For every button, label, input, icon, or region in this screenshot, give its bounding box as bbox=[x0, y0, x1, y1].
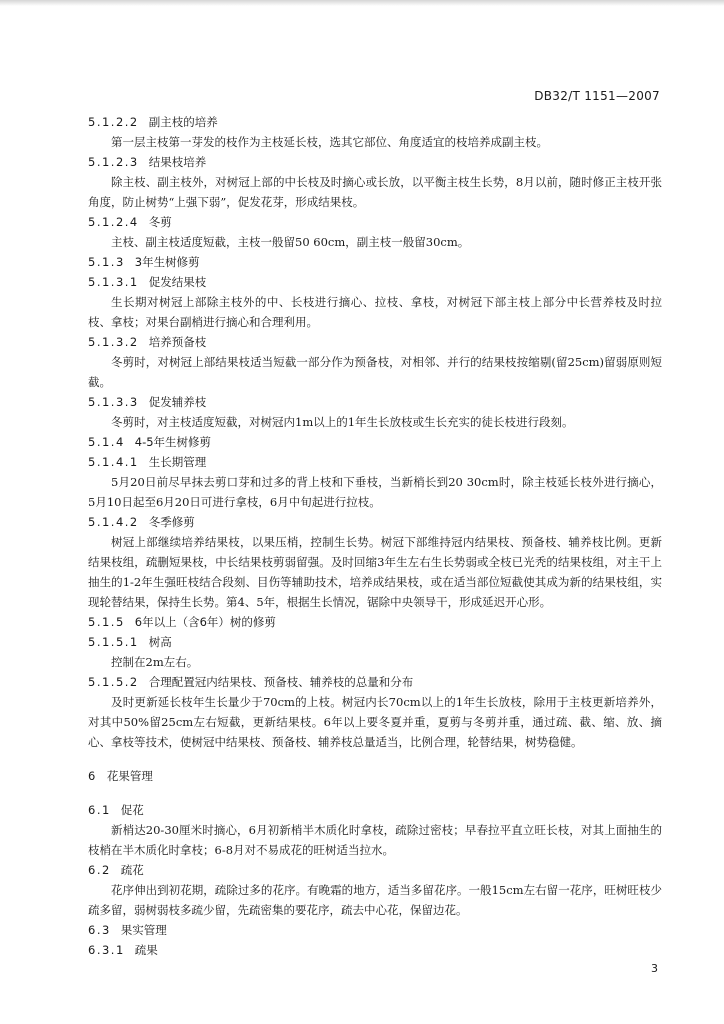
section-title: 果实管理 bbox=[120, 923, 167, 937]
paragraph: 控制在2m左右。 bbox=[111, 655, 199, 669]
scan-edge bbox=[0, 0, 724, 6]
section-number: 6.2 bbox=[88, 863, 111, 877]
section-heading bbox=[88, 512, 662, 532]
section-heading bbox=[88, 940, 662, 960]
section-number: 5.1.3.2 bbox=[88, 335, 139, 349]
section-title: 冬剪 bbox=[148, 215, 172, 229]
paragraph: 第一层主枝第一芽发的枝作为主枝延长枝，选其它部位、角度适宜的枝培养成副主枝。 bbox=[111, 135, 548, 149]
section-number: 5.1.3.1 bbox=[88, 275, 139, 289]
section-number: 5.1.2.2 bbox=[88, 115, 139, 129]
section-heading bbox=[88, 766, 662, 786]
section-number: 5.1.4.1 bbox=[88, 455, 139, 469]
section-number: 6.1 bbox=[88, 803, 111, 817]
paragraph: 主枝、副主枝适度短截，主枝一般留50 60cm，副主枝一般留30cm。 bbox=[111, 235, 470, 249]
section-title: 结果枝培养 bbox=[148, 155, 207, 169]
section-heading bbox=[88, 452, 662, 472]
section-heading bbox=[88, 212, 662, 232]
section-number: 5.1.5 bbox=[88, 615, 125, 629]
section-number: 5.1.2.3 bbox=[88, 155, 139, 169]
section-heading bbox=[88, 672, 662, 692]
section-title: 促花 bbox=[120, 803, 144, 817]
paragraph: 5月20日前尽早抹去剪口芽和过多的背上枝和下垂枝，当新梢长到20 30cm时，除主枝延长枝外进行摘心，5月10日起至6月20日可进行拿枝，6月中旬起进行拉枝。 bbox=[88, 475, 662, 509]
document-body bbox=[88, 112, 662, 960]
section-number: 5.1.5.2 bbox=[88, 675, 139, 689]
paragraph: 除主枝、副主枝外，对树冠上部的中长枝及时摘心或长放，以平衡主枝生长势，8月以前，随时修正主枝开张角度，防止树势“上强下弱”，促发花芽，形成结果枝。 bbox=[88, 175, 662, 209]
section-number: 5.1.4.2 bbox=[88, 515, 139, 529]
section-title: 6年以上（含6年）树的修剪 bbox=[134, 615, 276, 629]
section-number: 5.1.2.4 bbox=[88, 215, 139, 229]
section-title: 副主枝的培养 bbox=[148, 115, 218, 129]
section-heading bbox=[88, 112, 662, 132]
section-title: 生长期管理 bbox=[148, 455, 207, 469]
section-heading bbox=[88, 252, 662, 272]
section-number: 5.1.4 bbox=[88, 435, 125, 449]
section-heading bbox=[88, 632, 662, 652]
section-heading bbox=[88, 272, 662, 292]
page-number: 3 bbox=[651, 962, 658, 975]
section-title: 合理配置冠内结果枝、预备枝、辅养枝的总量和分布 bbox=[148, 675, 414, 689]
section-title: 促发结果枝 bbox=[148, 275, 207, 289]
paragraph: 及时更新延长枝年生长量少于70cm的上枝。树冠内长70cm以上的1年生长放枝，除用于主枝更新培养外，对其中50%留25cm左右短截，更新结果枝。6年以上要冬夏并重，夏剪与冬剪并重，通过疏、截、缩、放、摘心、拿枝等技术，使树冠中结果枝、预备枝、辅养枝总量适当，比例合理，轮替结果，树势稳健。 bbox=[88, 695, 662, 749]
section-number: 5.1.3 bbox=[88, 255, 125, 269]
section-heading bbox=[88, 392, 662, 412]
section-number: 5.1.5.1 bbox=[88, 635, 139, 649]
section-heading bbox=[88, 860, 662, 880]
section-number: 6.3 bbox=[88, 923, 111, 937]
section-number: 5.1.3.3 bbox=[88, 395, 139, 409]
document-code: DB32/T 1151—2007 bbox=[534, 89, 660, 103]
paragraph: 树冠上部继续培养结果枝，以果压梢，控制生长势。树冠下部维持冠内结果枝、预备枝、辅养枝比例。更新结果枝组，疏删短果枝，中长结果枝剪弱留强。及时回缩3年生左右生长势弱或全枝已光秃的结果枝组，对主干上抽生的1-2年生强旺枝结合段刻、目伤等辅助技术，培养成结果枝，或在适当部位短截使其成为新的结果枝组，实现轮替结果，保持生长势。第4、5年，根据生长情况，锯除中央领导干，形成延迟开心形。 bbox=[88, 535, 662, 609]
section-heading bbox=[88, 432, 662, 452]
section-title: 疏果 bbox=[134, 943, 158, 957]
section-heading bbox=[88, 612, 662, 632]
paragraph: 冬剪时，对主枝适度短截，对树冠内1m以上的1年生长放枝或生长充实的徒长枝进行段刻。 bbox=[111, 415, 574, 429]
section-title: 4-5年生树修剪 bbox=[134, 435, 212, 449]
section-heading bbox=[88, 920, 662, 940]
section-title: 花果管理 bbox=[106, 769, 153, 783]
paragraph: 冬剪时，对树冠上部结果枝适当短截一部分作为预备枝，对相邻、并行的结果枝按缩剔(留25cm)留弱原则短截。 bbox=[88, 355, 662, 389]
paragraph: 生长期对树冠上部除主枝外的中、长枝进行摘心、拉枝、拿枝，对树冠下部主枝上部分中长营养枝及时拉枝、拿枝；对果台副梢进行摘心和合理利用。 bbox=[88, 295, 662, 329]
section-heading bbox=[88, 332, 662, 352]
section-title: 促发辅养枝 bbox=[148, 395, 207, 409]
section-title: 疏花 bbox=[120, 863, 144, 877]
section-number: 6.3.1 bbox=[88, 943, 125, 957]
section-heading bbox=[88, 152, 662, 172]
section-title: 3年生树修剪 bbox=[134, 255, 200, 269]
section-title: 冬季修剪 bbox=[148, 515, 195, 529]
section-heading bbox=[88, 800, 662, 820]
section-number: 6 bbox=[88, 769, 97, 783]
paragraph: 新梢达20-30厘米时摘心，6月初新梢半木质化时拿枝，疏除过密枝；早春拉平直立旺长枝，对其上面抽生的枝梢在半木质化时拿枝；6-8月对不易成花的旺树适当拉水。 bbox=[88, 823, 662, 857]
paragraph: 花序伸出到初花期，疏除过多的花序。有晚霜的地方，适当多留花序。一般15cm左右留一花序，旺树旺枝少疏多留，弱树弱枝多疏少留，先疏密集的要花序，疏去中心花，保留边花。 bbox=[88, 883, 662, 917]
section-title: 培养预备枝 bbox=[148, 335, 207, 349]
section-title: 树高 bbox=[148, 635, 172, 649]
